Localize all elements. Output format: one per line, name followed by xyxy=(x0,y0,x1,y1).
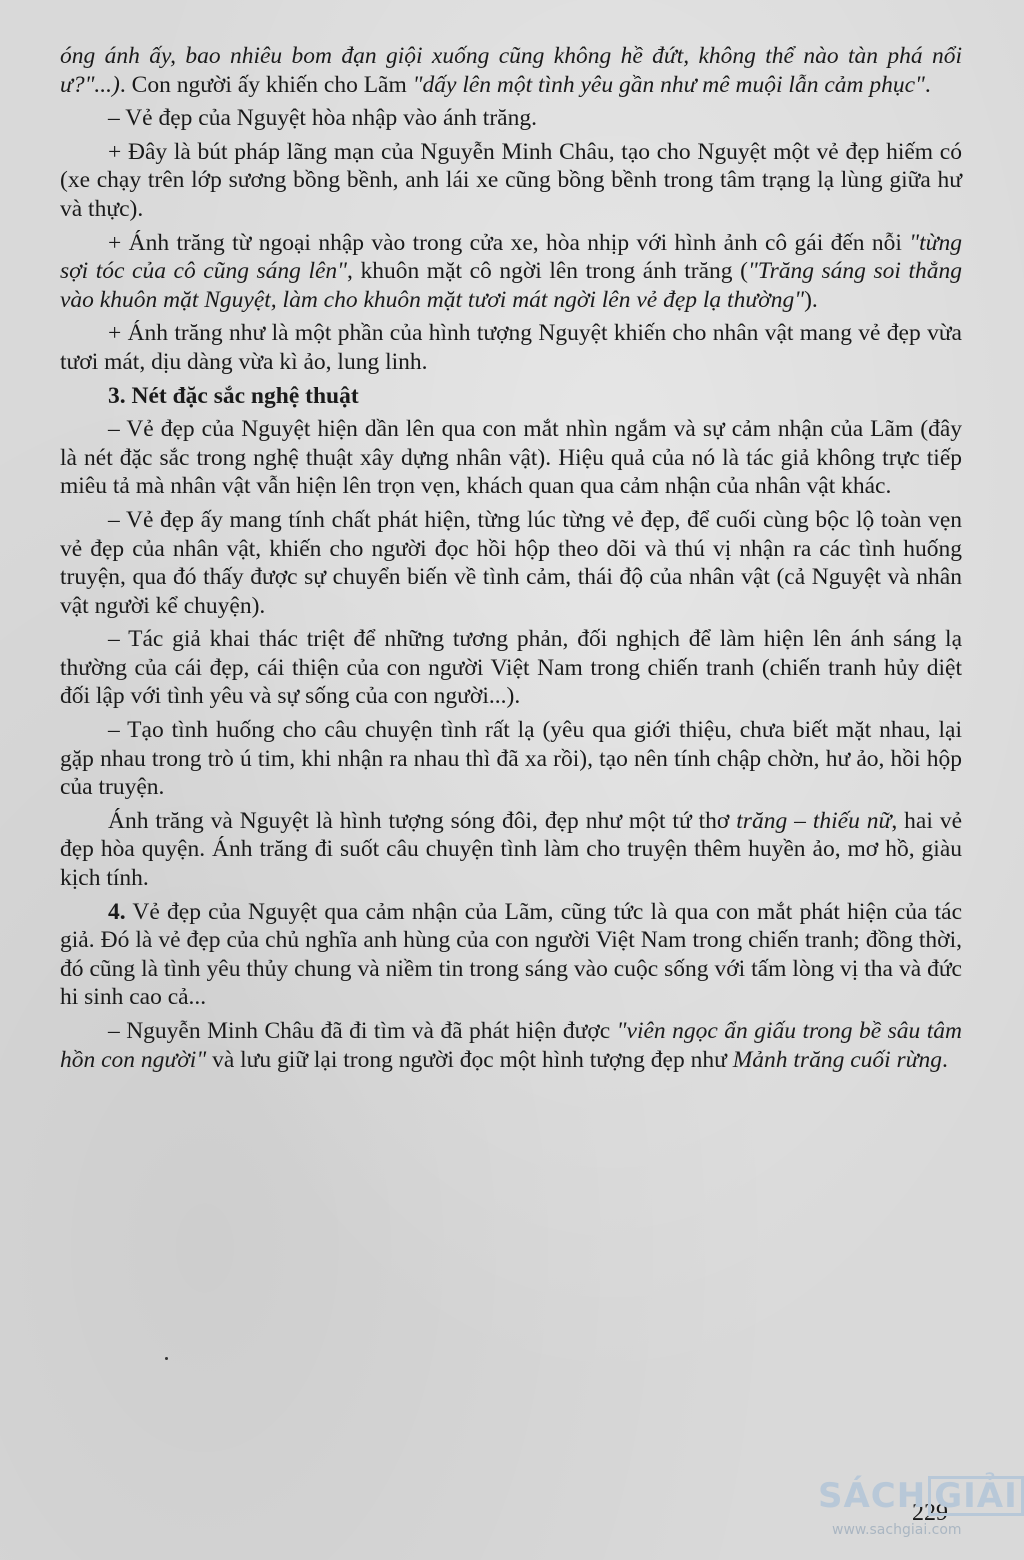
text-run: + Đây là bút pháp lãng mạn của Nguyễn Minh Châu, tạo cho Nguyệt một vẻ đẹp hiếm có (xe chạy trên lớp sương bồng bềnh, anh lái xe cũng bồng bềnh trong tâm trạng lạ lùng giữa hư và thực). xyxy=(60,138,962,222)
text-run: – Vẻ đẹp của Nguyệt hòa nhập vào ánh trăng. xyxy=(108,105,537,132)
paragraph xyxy=(60,229,962,315)
paragraph xyxy=(60,625,962,711)
text-run: ). xyxy=(804,286,818,313)
watermark-url: www.sachgiai.com xyxy=(832,1522,962,1538)
italic-text-run: "Trăng sáng soi thẳng vào khuôn mặt Nguyệt, làm cho khuôn mặt tươi mát ngời lên vẻ đẹp lạ thường" xyxy=(60,258,962,313)
text-run: – Tác giả khai thác triệt để những tương phản, đối nghịch để làm hiện lên ánh sáng lạ thường của cái đẹp, cái thiện của con người Việt Nam trong chiến tranh (chiến tranh hủy diệt đối lập với tình yêu và sự sống của con người...). xyxy=(60,626,962,710)
paragraph xyxy=(60,415,962,501)
paragraph xyxy=(60,807,962,893)
italic-text-run: "từng sợi tóc của cô cũng sáng lên" xyxy=(60,229,962,285)
text-run: . xyxy=(942,1046,948,1073)
text-run: – Vẻ đẹp của Nguyệt hiện dần lên qua con mắt nhìn ngắm và sự cảm nhận của Lãm (đây là nét đặc sắc trong nghệ thuật xây dựng nhân vật). Hiệu quả của nó là tác giả không trực tiếp miêu tả mà nhân vật vẫn hiện lên trọn vẹn, khách quan qua cảm nhận của nhân vật khác. xyxy=(60,416,962,500)
text-run: . Con người ấy khiến cho Lãm xyxy=(119,71,413,98)
sachgiai-watermark xyxy=(818,1476,1018,1556)
watermark-logo-left: SÁCH xyxy=(818,1476,927,1516)
italic-text-run: trăng – thiếu nữ xyxy=(736,807,892,834)
italic-text-run: Mảnh trăng cuối rừng xyxy=(732,1046,942,1073)
page-number: 229 xyxy=(912,1500,948,1526)
text-run: , khuôn mặt cô ngời lên trong ánh trăng ( xyxy=(347,258,748,285)
paragraph xyxy=(60,138,962,224)
text-run: . xyxy=(924,71,931,98)
paragraph xyxy=(60,1017,962,1074)
italic-text-run: "viên ngọc ẩn giấu trong bề sâu tâm hồn con người" xyxy=(60,1018,962,1073)
text-run: + Ánh trăng từ ngoại nhập vào trong cửa xe, hòa nhịp với hình ảnh cô gái đến nỗi xyxy=(108,229,910,256)
text-run: – Tạo tình huống cho câu chuyện tình rất lạ (yêu qua giới thiệu, chưa biết mặt nhau, lại gặp nhau trong trò ú tim, khi nhận ra nhau thì đã xa rồi), tạo nên tính chập chờn, hư ảo, hồi hộp của truyện. xyxy=(60,717,962,801)
text-run: 3. Nét đặc sắc nghệ thuật xyxy=(108,382,359,409)
text-run: 4. xyxy=(108,898,126,925)
text-run: – Vẻ đẹp ấy mang tính chất phát hiện, từng lúc từng vẻ đẹp, để cuối cùng bộc lộ toàn vẹn vẻ đẹp của nhân vật, khiến cho người đọc hồi hộp theo dõi và thú vị nhận ra các tình huống truyện, qua đó thấy được sự chuyển biến về tình cảm, thái độ của nhân vật (cả Nguyệt và nhân vật người kể chuyện). xyxy=(60,506,962,619)
page-text xyxy=(60,42,962,1079)
paragraph xyxy=(60,506,962,620)
paragraph xyxy=(60,319,962,376)
watermark-logo xyxy=(818,1476,1018,1516)
italic-text-run: óng ánh ấy, bao nhiêu bom đạn giội xuống cũng không hề đứt, không thể nào tàn phá nổi ư?"...) xyxy=(60,43,962,98)
text-run: và lưu giữ lại trong người đọc một hình tượng đẹp như xyxy=(206,1046,733,1073)
text-run: , hai vẻ đẹp hòa quyện. Ánh trăng đi suốt câu chuyện tình làm cho truyện thêm huyền ảo, mơ hồ, giàu kịch tính. xyxy=(60,807,963,892)
paragraph xyxy=(60,716,962,802)
stray-dot xyxy=(165,1357,168,1360)
text-run: + Ánh trăng như là một phần của hình tượng Nguyệt khiến cho nhân vật mang vẻ đẹp vừa tươi mát, dịu dàng vừa kì ảo, lung linh. xyxy=(60,320,962,375)
watermark-logo-boxed: GIẢI xyxy=(928,1476,1024,1516)
italic-text-run: "dấy lên một tình yêu gần như mê muội lẫn cảm phục" xyxy=(412,71,925,98)
text-run: Vẻ đẹp của Nguyệt qua cảm nhận của Lãm, cũng tức là qua con mắt phát hiện của tác giả. Đó là vẻ đẹp của chủ nghĩa anh hùng của con người Việt Nam trong chiến tranh; đồng thời, đó cũng là tình yêu thủy chung và niềm tin trong sáng vào cuộc sống với tấm lòng vị tha và đức hi sinh cao cả... xyxy=(60,898,962,1011)
paragraph xyxy=(60,898,962,1012)
text-run: Ánh trăng và Nguyệt là hình tượng sóng đôi, đẹp như một tứ thơ xyxy=(108,807,737,834)
paragraph xyxy=(60,104,962,133)
section-heading xyxy=(60,382,962,411)
paragraph xyxy=(60,42,962,99)
text-run: – Nguyễn Minh Châu đã đi tìm và đã phát hiện được xyxy=(108,1018,617,1044)
